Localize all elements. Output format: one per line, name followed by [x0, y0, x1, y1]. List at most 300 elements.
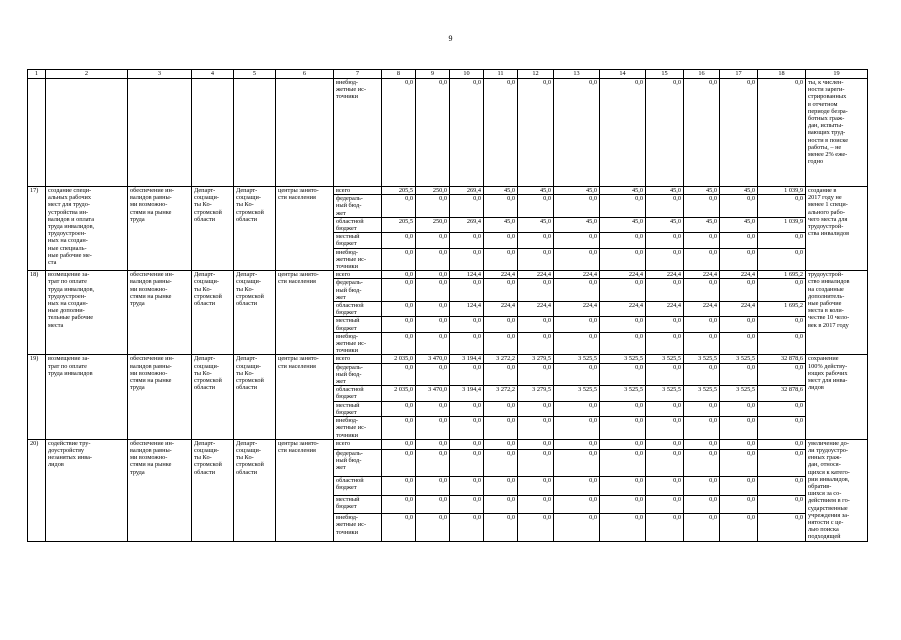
value-cell: 0,0: [646, 248, 684, 271]
value-cell: 0,0: [720, 279, 758, 302]
value-cell: 0,0: [450, 476, 484, 495]
value-cell: 269,4: [450, 217, 484, 232]
value-cell: 0,0: [720, 79, 758, 187]
value-cell: 0,0: [758, 476, 806, 495]
value-cell: 224,4: [484, 302, 518, 317]
value-cell: 0,0: [758, 317, 806, 332]
funding-source-cell: областной бюджет: [334, 302, 382, 317]
funding-source-cell: областной бюджет: [334, 217, 382, 232]
value-cell: 0,0: [554, 233, 600, 248]
value-cell: 224,4: [518, 271, 554, 279]
value-cell: 0,0: [554, 417, 600, 440]
value-cell: 0,0: [416, 279, 450, 302]
value-cell: 124,4: [450, 271, 484, 279]
program-measures-table: [27, 69, 868, 542]
coexecutor-cell: Департ- соцзащи- ты Ко- стромской области: [234, 439, 276, 541]
value-cell: 0,0: [646, 195, 684, 218]
value-cell: 3 470,0: [416, 355, 450, 363]
value-cell: 0,0: [450, 332, 484, 355]
expected-result-cell: трудоустрой- ство инвалидов на созданные дополнитель- ные рабочие места в коли- честве 10 чело- век в 2017 году: [806, 271, 868, 355]
value-cell: 0,0: [554, 248, 600, 271]
value-cell: 0,0: [484, 248, 518, 271]
value-cell: 0,0: [554, 495, 600, 514]
value-cell: 0,0: [382, 317, 416, 332]
value-cell: 0,0: [720, 514, 758, 541]
measure-task-cell: обеспечение ин- валидов равны- ми возможно- стями на рынке труда: [128, 271, 192, 355]
value-cell: 0,0: [720, 401, 758, 416]
value-cell: 0,0: [600, 248, 646, 271]
value-cell: 0,0: [758, 417, 806, 440]
value-cell: 0,0: [382, 271, 416, 279]
value-cell: 3 525,5: [600, 386, 646, 401]
value-cell: 0,0: [484, 449, 518, 476]
value-cell: 0,0: [484, 476, 518, 495]
value-cell: 0,0: [382, 279, 416, 302]
funding-source-cell: областной бюджет: [334, 386, 382, 401]
value-cell: 0,0: [758, 495, 806, 514]
value-cell: 45,0: [554, 217, 600, 232]
value-cell: 0,0: [646, 495, 684, 514]
column-number-cell: 11: [484, 70, 518, 79]
value-cell: 0,0: [518, 79, 554, 187]
value-cell: 0,0: [720, 233, 758, 248]
value-cell: 0,0: [518, 476, 554, 495]
column-number-row: [28, 70, 868, 79]
value-cell: 0,0: [450, 279, 484, 302]
measure-row: [28, 439, 868, 449]
value-cell: 0,0: [684, 401, 720, 416]
value-cell: 0,0: [684, 317, 720, 332]
value-cell: 0,0: [518, 248, 554, 271]
value-cell: 0,0: [416, 476, 450, 495]
measure-number-cell: 19): [28, 355, 46, 439]
funding-source-cell: федераль- ный бюд- жет: [334, 195, 382, 218]
funding-source-cell: всего: [334, 187, 382, 195]
value-cell: 0,0: [450, 449, 484, 476]
value-cell: 0,0: [720, 195, 758, 218]
value-cell: 1 039,9: [758, 217, 806, 232]
value-cell: 0,0: [600, 279, 646, 302]
value-cell: 3 470,0: [416, 386, 450, 401]
value-cell: 0,0: [646, 476, 684, 495]
empty-cell: [28, 79, 46, 187]
value-cell: 45,0: [600, 187, 646, 195]
funding-source-cell: федераль- ный бюд- жет: [334, 363, 382, 386]
value-cell: 0,0: [382, 233, 416, 248]
column-number-cell: 5: [234, 70, 276, 79]
value-cell: 0,0: [382, 439, 416, 449]
value-cell: 0,0: [484, 363, 518, 386]
value-cell: 0,0: [758, 449, 806, 476]
value-cell: 3 525,5: [720, 386, 758, 401]
column-number-cell: 8: [382, 70, 416, 79]
value-cell: 0,0: [518, 279, 554, 302]
empty-cell: [46, 79, 128, 187]
value-cell: 0,0: [484, 495, 518, 514]
value-cell: 0,0: [382, 363, 416, 386]
value-cell: 0,0: [554, 317, 600, 332]
value-cell: 3 272,2: [484, 355, 518, 363]
executor-cell: Департ- соцзащи- ты Ко- стромской области: [192, 355, 234, 439]
value-cell: 0,0: [600, 514, 646, 541]
value-cell: 0,0: [518, 363, 554, 386]
value-cell: 0,0: [382, 332, 416, 355]
value-cell: 3 525,5: [646, 386, 684, 401]
column-number-cell: 2: [46, 70, 128, 79]
column-number-cell: 10: [450, 70, 484, 79]
expected-result-cell: ты, к числен- ности зареги- стрированных в отчетном периоде безра- ботных граж- дан, испыты- вающих труд- ности в поиске работы, – не менее 2% еже- годно: [806, 79, 868, 187]
value-cell: 0,0: [554, 363, 600, 386]
measure-task-cell: обеспечение ин- валидов равны- ми возможно- стями на рынке труда: [128, 187, 192, 271]
value-cell: 269,4: [450, 187, 484, 195]
value-cell: 0,0: [684, 449, 720, 476]
value-cell: 0,0: [382, 248, 416, 271]
value-cell: 0,0: [450, 439, 484, 449]
funding-source-cell: местный бюджет: [334, 317, 382, 332]
value-cell: 0,0: [450, 495, 484, 514]
value-cell: 0,0: [450, 248, 484, 271]
column-number-cell: 1: [28, 70, 46, 79]
value-cell: 0,0: [600, 476, 646, 495]
value-cell: 224,4: [600, 271, 646, 279]
value-cell: 1 695,2: [758, 302, 806, 317]
funding-source-cell: федераль- ный бюд- жет: [334, 449, 382, 476]
value-cell: 0,0: [416, 271, 450, 279]
value-cell: 0,0: [484, 514, 518, 541]
value-cell: 0,0: [684, 332, 720, 355]
value-cell: 3 525,5: [554, 355, 600, 363]
value-cell: 0,0: [646, 363, 684, 386]
value-cell: 0,0: [484, 332, 518, 355]
empty-cell: [234, 79, 276, 187]
value-cell: 3 194,4: [450, 386, 484, 401]
participant-cell: центры занято- сти населения: [276, 271, 334, 355]
value-cell: 0,0: [684, 495, 720, 514]
value-cell: 0,0: [484, 195, 518, 218]
measure-name-cell: создание специ- альных рабочих мест для трудо- устройства ин- валидов и оплата труда инвалидов, трудоустроен- ных на создан- ные специаль- ные рабочие ме- ста: [46, 187, 128, 271]
value-cell: 0,0: [518, 195, 554, 218]
value-cell: 0,0: [416, 514, 450, 541]
value-cell: 0,0: [600, 439, 646, 449]
column-number-cell: 7: [334, 70, 382, 79]
value-cell: 0,0: [684, 79, 720, 187]
value-cell: 0,0: [720, 449, 758, 476]
value-cell: 0,0: [646, 401, 684, 416]
value-cell: 224,4: [684, 271, 720, 279]
value-cell: 0,0: [382, 495, 416, 514]
value-cell: 0,0: [554, 79, 600, 187]
value-cell: 0,0: [416, 302, 450, 317]
value-cell: 224,4: [600, 302, 646, 317]
value-cell: 0,0: [416, 332, 450, 355]
value-cell: 0,0: [646, 417, 684, 440]
coexecutor-cell: Департ- соцзащи- ты Ко- стромской области: [234, 187, 276, 271]
value-cell: 0,0: [416, 363, 450, 386]
value-cell: 0,0: [416, 401, 450, 416]
value-cell: 0,0: [554, 401, 600, 416]
value-cell: 0,0: [646, 233, 684, 248]
value-cell: 45,0: [684, 187, 720, 195]
participant-cell: центры занято- сти населения: [276, 355, 334, 439]
empty-cell: [128, 79, 192, 187]
value-cell: 205,5: [382, 187, 416, 195]
value-cell: 0,0: [600, 449, 646, 476]
value-cell: 0,0: [382, 195, 416, 218]
column-number-cell: 12: [518, 70, 554, 79]
value-cell: 0,0: [600, 317, 646, 332]
value-cell: 0,0: [518, 514, 554, 541]
value-cell: 0,0: [684, 514, 720, 541]
value-cell: 45,0: [646, 217, 684, 232]
value-cell: 0,0: [450, 417, 484, 440]
value-cell: 0,0: [646, 317, 684, 332]
value-cell: 0,0: [684, 233, 720, 248]
value-cell: 0,0: [684, 439, 720, 449]
value-cell: 224,4: [720, 271, 758, 279]
value-cell: 2 035,0: [382, 355, 416, 363]
value-cell: 0,0: [416, 439, 450, 449]
value-cell: 0,0: [684, 279, 720, 302]
value-cell: 0,0: [450, 317, 484, 332]
value-cell: 224,4: [554, 302, 600, 317]
column-number-cell: 4: [192, 70, 234, 79]
page-number: 9: [448, 34, 453, 43]
value-cell: 0,0: [720, 476, 758, 495]
measure-row: [28, 355, 868, 363]
value-cell: 1 695,2: [758, 271, 806, 279]
empty-cell: [276, 79, 334, 187]
value-cell: 45,0: [518, 217, 554, 232]
value-cell: 45,0: [600, 217, 646, 232]
value-cell: 3 279,5: [518, 386, 554, 401]
value-cell: 0,0: [382, 417, 416, 440]
value-cell: 0,0: [518, 332, 554, 355]
value-cell: 0,0: [450, 195, 484, 218]
value-cell: 0,0: [416, 449, 450, 476]
column-number-cell: 13: [554, 70, 600, 79]
expected-result-cell: сохранение 100% действу- ющих рабочих мест для инва- лидов: [806, 355, 868, 439]
empty-cell: [192, 79, 234, 187]
value-cell: 45,0: [646, 187, 684, 195]
value-cell: 0,0: [518, 449, 554, 476]
value-cell: 0,0: [684, 476, 720, 495]
funding-source-cell: всего: [334, 271, 382, 279]
value-cell: 0,0: [484, 317, 518, 332]
measure-name-cell: возмещение за- трат по оплате труда инвалидов, трудоустроен- ных на создан- ные дополни- тельные рабочие места: [46, 271, 128, 355]
value-cell: 0,0: [416, 248, 450, 271]
value-cell: 0,0: [518, 233, 554, 248]
value-cell: 0,0: [554, 439, 600, 449]
participant-cell: центры занято- сти населения: [276, 187, 334, 271]
value-cell: 0,0: [684, 195, 720, 218]
funding-source-cell: внебюд- жетные ис- точники: [334, 514, 382, 541]
value-cell: 0,0: [600, 79, 646, 187]
value-cell: 0,0: [416, 317, 450, 332]
value-cell: 0,0: [450, 363, 484, 386]
column-number-cell: 6: [276, 70, 334, 79]
value-cell: 0,0: [554, 514, 600, 541]
measure-name-cell: содействие тру- доустройству незанятых инва- лидов: [46, 439, 128, 541]
executor-cell: Департ- соцзащи- ты Ко- стромской области: [192, 271, 234, 355]
value-cell: 0,0: [684, 417, 720, 440]
value-cell: 0,0: [554, 332, 600, 355]
value-cell: 0,0: [416, 417, 450, 440]
value-cell: 0,0: [382, 514, 416, 541]
value-cell: 0,0: [518, 317, 554, 332]
value-cell: 0,0: [758, 79, 806, 187]
value-cell: 3 525,5: [684, 386, 720, 401]
continuation-row: [28, 79, 868, 187]
value-cell: 0,0: [600, 233, 646, 248]
column-number-cell: 9: [416, 70, 450, 79]
value-cell: 3 525,5: [600, 355, 646, 363]
expected-result-cell: создание в 2017 году не менее 1 специ- ального рабо- чего места для трудоустрой- ства инвалидов: [806, 187, 868, 271]
value-cell: 224,4: [518, 302, 554, 317]
participant-cell: центры занято- сти населения: [276, 439, 334, 541]
funding-source-cell: внебюд- жетные ис- точники: [334, 79, 382, 187]
funding-source-cell: областной бюджет: [334, 476, 382, 495]
value-cell: 2 035,0: [382, 386, 416, 401]
value-cell: 0,0: [382, 476, 416, 495]
measure-number-cell: 20): [28, 439, 46, 541]
value-cell: 124,4: [450, 302, 484, 317]
value-cell: 0,0: [646, 449, 684, 476]
value-cell: 0,0: [758, 363, 806, 386]
value-cell: 0,0: [554, 279, 600, 302]
value-cell: 0,0: [518, 401, 554, 416]
value-cell: 0,0: [484, 417, 518, 440]
funding-source-cell: местный бюджет: [334, 495, 382, 514]
value-cell: 0,0: [416, 495, 450, 514]
value-cell: 0,0: [484, 233, 518, 248]
measure-number-cell: 18): [28, 271, 46, 355]
column-number-cell: 14: [600, 70, 646, 79]
value-cell: 0,0: [720, 439, 758, 449]
value-cell: 32 878,6: [758, 386, 806, 401]
value-cell: 0,0: [382, 449, 416, 476]
funding-source-cell: местный бюджет: [334, 401, 382, 416]
funding-source-cell: внебюд- жетные ис- точники: [334, 248, 382, 271]
value-cell: 224,4: [646, 302, 684, 317]
value-cell: 0,0: [720, 317, 758, 332]
value-cell: 250,0: [416, 187, 450, 195]
value-cell: 3 525,5: [646, 355, 684, 363]
value-cell: 3 525,5: [554, 386, 600, 401]
coexecutor-cell: Департ- соцзащи- ты Ко- стромской области: [234, 355, 276, 439]
funding-source-cell: внебюд- жетные ис- точники: [334, 332, 382, 355]
value-cell: 0,0: [382, 401, 416, 416]
value-cell: 0,0: [758, 195, 806, 218]
value-cell: 0,0: [720, 417, 758, 440]
value-cell: 224,4: [484, 271, 518, 279]
executor-cell: Департ- соцзащи- ты Ко- стромской области: [192, 187, 234, 271]
value-cell: 3 525,5: [720, 355, 758, 363]
value-cell: 0,0: [600, 363, 646, 386]
value-cell: 0,0: [450, 79, 484, 187]
value-cell: 0,0: [416, 79, 450, 187]
executor-cell: Департ- соцзащи- ты Ко- стромской области: [192, 439, 234, 541]
funding-source-cell: местный бюджет: [334, 233, 382, 248]
funding-source-cell: всего: [334, 439, 382, 449]
value-cell: 250,0: [416, 217, 450, 232]
value-cell: 1 039,9: [758, 187, 806, 195]
column-number-cell: 17: [720, 70, 758, 79]
value-cell: 0,0: [758, 514, 806, 541]
funding-source-cell: всего: [334, 355, 382, 363]
value-cell: 0,0: [684, 248, 720, 271]
value-cell: 0,0: [484, 439, 518, 449]
value-cell: 0,0: [600, 195, 646, 218]
column-number-cell: 16: [684, 70, 720, 79]
value-cell: 0,0: [382, 79, 416, 187]
value-cell: 0,0: [518, 417, 554, 440]
value-cell: 224,4: [684, 302, 720, 317]
value-cell: 0,0: [484, 279, 518, 302]
value-cell: 0,0: [484, 79, 518, 187]
value-cell: 45,0: [720, 217, 758, 232]
column-number-cell: 15: [646, 70, 684, 79]
value-cell: 0,0: [450, 401, 484, 416]
value-cell: 3 525,5: [684, 355, 720, 363]
value-cell: 0,0: [382, 302, 416, 317]
value-cell: 0,0: [600, 417, 646, 440]
value-cell: 0,0: [450, 514, 484, 541]
measure-row: [28, 187, 868, 195]
value-cell: 0,0: [758, 401, 806, 416]
value-cell: 0,0: [720, 363, 758, 386]
value-cell: 45,0: [684, 217, 720, 232]
measure-row: [28, 271, 868, 279]
value-cell: 0,0: [484, 401, 518, 416]
value-cell: 0,0: [646, 79, 684, 187]
value-cell: 0,0: [720, 248, 758, 271]
expected-result-cell: увеличение до- ли трудоустро- енных граж- дан, относя- щихся к катего- рии инвалидов, обратив- шихся за со- действием в го- сударственные учреждения за- нятости с це- лью поиска подходящей: [806, 439, 868, 541]
value-cell: 45,0: [720, 187, 758, 195]
value-cell: 0,0: [646, 514, 684, 541]
funding-source-cell: внебюд- жетные ис- точники: [334, 417, 382, 440]
measure-number-cell: 17): [28, 187, 46, 271]
value-cell: 3 272,2: [484, 386, 518, 401]
value-cell: 0,0: [518, 439, 554, 449]
value-cell: 45,0: [518, 187, 554, 195]
value-cell: 0,0: [554, 449, 600, 476]
value-cell: 0,0: [450, 233, 484, 248]
value-cell: 224,4: [646, 271, 684, 279]
value-cell: 0,0: [720, 332, 758, 355]
column-number-cell: 19: [806, 70, 868, 79]
value-cell: 0,0: [646, 439, 684, 449]
value-cell: 0,0: [600, 332, 646, 355]
value-cell: 32 878,6: [758, 355, 806, 363]
value-cell: 205,5: [382, 217, 416, 232]
column-number-cell: 3: [128, 70, 192, 79]
value-cell: 0,0: [600, 495, 646, 514]
value-cell: 45,0: [484, 217, 518, 232]
value-cell: 0,0: [416, 233, 450, 248]
value-cell: 0,0: [758, 279, 806, 302]
value-cell: 224,4: [554, 271, 600, 279]
value-cell: 3 279,5: [518, 355, 554, 363]
funding-source-cell: федераль- ный бюд- жет: [334, 279, 382, 302]
coexecutor-cell: Департ- соцзащи- ты Ко- стромской области: [234, 271, 276, 355]
column-number-cell: 18: [758, 70, 806, 79]
value-cell: 0,0: [720, 495, 758, 514]
value-cell: 224,4: [720, 302, 758, 317]
value-cell: 0,0: [518, 495, 554, 514]
value-cell: 3 194,4: [450, 355, 484, 363]
value-cell: 0,0: [758, 233, 806, 248]
value-cell: 0,0: [554, 195, 600, 218]
